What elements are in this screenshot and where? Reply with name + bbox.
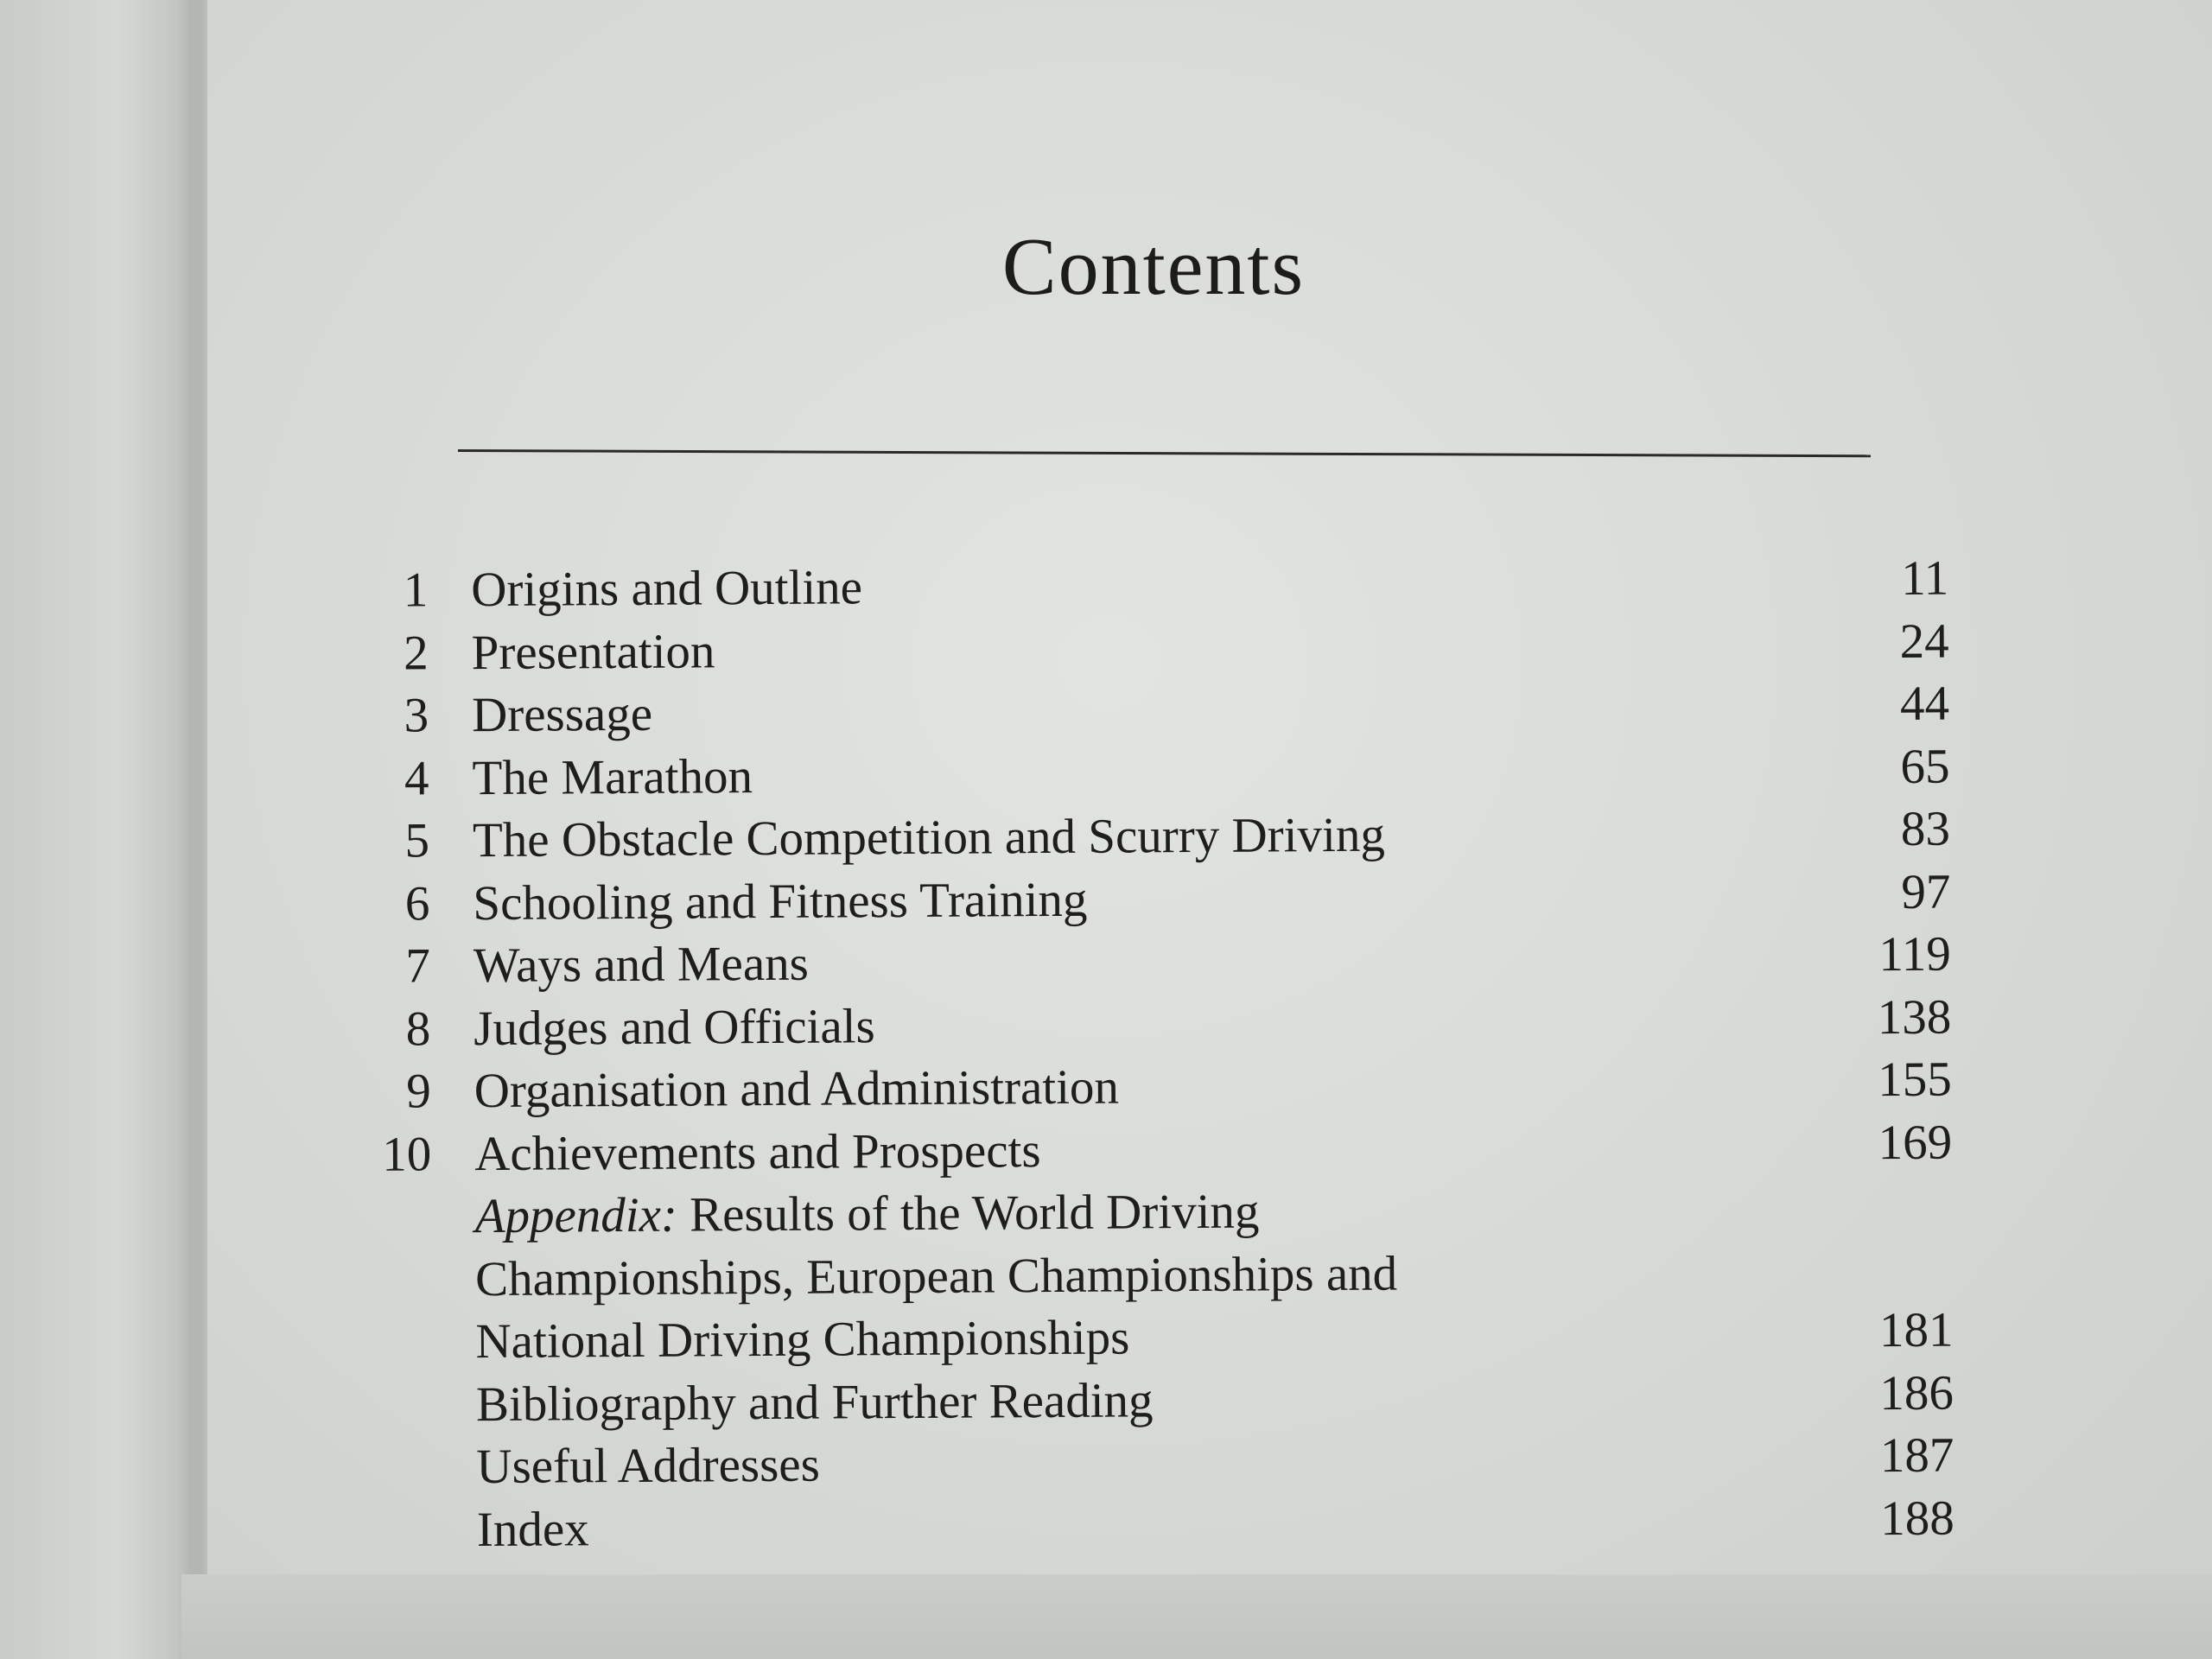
- page-number: 97: [1901, 864, 1951, 919]
- page-number: 186: [1879, 1365, 1955, 1421]
- toc-appendix-line-2: [346, 1239, 1953, 1312]
- toc-entry-6: [343, 863, 1950, 936]
- back-matter-title: Bibliography and Further Reading: [475, 1372, 1154, 1432]
- chapter-number: 6: [404, 875, 430, 931]
- appendix-title: [474, 1181, 1259, 1249]
- appendix-text-line-3: National Driving Championships: [475, 1310, 1130, 1370]
- toc-appendix-line-1: [345, 1177, 1952, 1249]
- page-number: 188: [1880, 1491, 1955, 1546]
- page-number: 138: [1877, 989, 1952, 1045]
- toc-entry-7: [344, 926, 1951, 999]
- page-number: 119: [1878, 926, 1952, 982]
- chapter-title: The Obstacle Competition and Scurry Driving: [472, 807, 1386, 868]
- appendix-text-line-1: Results of the World Driving: [677, 1184, 1260, 1243]
- toc-entry-bibliography: [346, 1364, 1954, 1437]
- appendix-prefix: Appendix:: [474, 1187, 678, 1244]
- toc-entry-2: [341, 613, 1948, 685]
- page-bottom-edge: [181, 1574, 2212, 1659]
- chapter-title: Origins and Outline: [471, 560, 863, 618]
- chapter-number: 9: [406, 1064, 431, 1119]
- page-title: Contents: [1001, 222, 1306, 312]
- chapter-number: 8: [405, 1001, 431, 1057]
- chapter-title: Presentation: [471, 623, 715, 680]
- chapter-title: Dressage: [471, 686, 653, 743]
- toc-entry-index: [347, 1490, 1955, 1562]
- back-matter-title: Useful Addresses: [476, 1437, 820, 1495]
- page-number: 83: [1900, 801, 1951, 856]
- chapter-number: 5: [404, 813, 430, 868]
- chapter-title: Ways and Means: [473, 936, 810, 994]
- toc-entry-10: [345, 1114, 1952, 1186]
- chapter-number: 10: [382, 1126, 432, 1182]
- chapter-title: Judges and Officials: [474, 998, 875, 1056]
- chapter-number: 7: [405, 938, 431, 994]
- toc-entry-9: [345, 1052, 1952, 1124]
- page-number: 169: [1878, 1115, 1953, 1170]
- chapter-number: 1: [403, 563, 429, 618]
- page-number: 187: [1879, 1427, 1955, 1484]
- page-number: 44: [1899, 676, 1950, 731]
- chapter-title: Schooling and Fitness Training: [473, 872, 1088, 931]
- toc-entry-8: [344, 988, 1951, 1061]
- back-matter-title: Index: [476, 1501, 589, 1557]
- toc-entry-4: [342, 738, 1949, 810]
- appendix-text-line-2: Championships, European Championships and: [474, 1246, 1398, 1306]
- toc-entry-3: [342, 676, 1949, 748]
- chapter-title: Achievements and Prospects: [474, 1122, 1041, 1181]
- toc-entry-5: [343, 801, 1950, 874]
- chapter-number: 2: [403, 625, 429, 681]
- chapter-number: 3: [404, 688, 429, 743]
- page-number: 181: [1878, 1302, 1954, 1358]
- toc-appendix-line-3: [346, 1302, 1953, 1375]
- toc-entry-1: [341, 550, 1948, 623]
- page-number: 11: [1901, 550, 1949, 606]
- chapter-number: 4: [404, 750, 429, 806]
- page-number: 24: [1899, 613, 1949, 669]
- page-number: 155: [1878, 1052, 1952, 1108]
- page-number: 65: [1900, 739, 1950, 794]
- table-of-contents: [341, 550, 1955, 1562]
- toc-entry-useful-addresses: [346, 1427, 1954, 1500]
- chapter-title: Organisation and Administration: [474, 1059, 1120, 1119]
- chapter-title: The Marathon: [472, 748, 753, 805]
